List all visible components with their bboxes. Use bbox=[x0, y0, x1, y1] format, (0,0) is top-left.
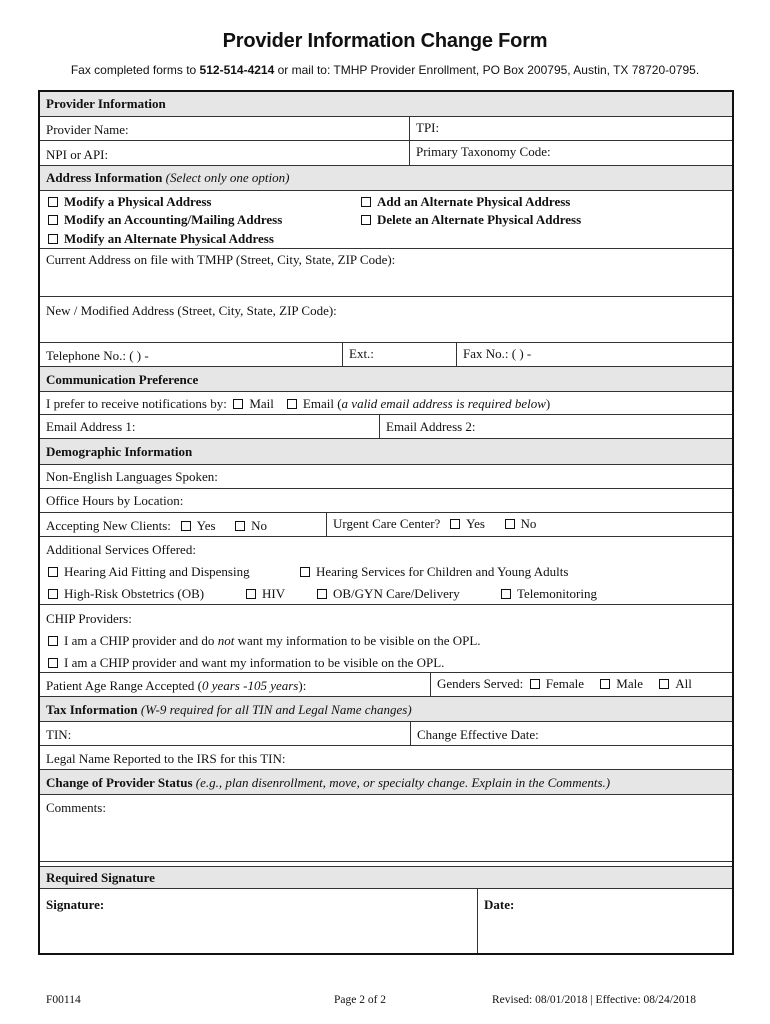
current-address-row bbox=[40, 249, 732, 297]
genders-label: Genders Served: bbox=[437, 676, 524, 691]
chip-visible-option[interactable] bbox=[48, 655, 444, 671]
comments-row bbox=[40, 795, 732, 862]
yes-label: Yes bbox=[196, 518, 216, 533]
provider-name-field[interactable]: Provider Name: bbox=[46, 122, 129, 137]
section-status bbox=[40, 770, 732, 795]
form-id: F00114 bbox=[46, 994, 81, 1006]
address-options bbox=[40, 191, 732, 249]
service-hearing-aid[interactable] bbox=[48, 564, 250, 580]
date-field[interactable]: Date: bbox=[477, 889, 732, 953]
current-address-field[interactable]: Current Address on file with TMHP (Street, City, State, ZIP Code): bbox=[46, 252, 396, 267]
legal-name-row bbox=[40, 746, 732, 770]
service-hiv[interactable] bbox=[246, 586, 285, 602]
services-label: Additional Services Offered: bbox=[46, 542, 196, 557]
urgent-yes-checkbox[interactable] bbox=[450, 519, 460, 529]
checkbox[interactable] bbox=[48, 658, 58, 668]
urgent-no-checkbox[interactable] bbox=[505, 519, 515, 529]
male-checkbox[interactable] bbox=[600, 679, 610, 689]
option-delete-alternate[interactable] bbox=[361, 212, 581, 228]
section-demographic bbox=[40, 439, 732, 465]
npi-field[interactable]: NPI or API: bbox=[46, 147, 109, 162]
no-label: No bbox=[251, 518, 267, 533]
section-header bbox=[40, 770, 610, 794]
legal-name-field[interactable]: Legal Name Reported to the IRS for this TIN: bbox=[46, 751, 286, 766]
age-note: 0 years -105 years bbox=[201, 678, 299, 693]
age-label: Patient Age Range Accepted ( bbox=[46, 678, 202, 693]
email-checkbox[interactable] bbox=[287, 399, 297, 409]
age-close: ): bbox=[298, 678, 307, 693]
service-telemonitoring[interactable] bbox=[501, 586, 597, 602]
service-label: HIV bbox=[262, 586, 286, 601]
section-signature bbox=[40, 867, 732, 889]
chip-label: CHIP Providers: bbox=[46, 611, 132, 626]
checkbox[interactable] bbox=[246, 589, 256, 599]
status-header-note: (e.g., plan disenrollment, move, or specialty change. Explain in the Comments.) bbox=[195, 775, 611, 790]
age-range-field[interactable] bbox=[40, 673, 430, 696]
chip-yes-label: I am a CHIP provider and want my information to be visible on the OPL. bbox=[64, 655, 445, 670]
phone-row bbox=[40, 343, 732, 367]
service-label: OB/GYN Care/Delivery bbox=[333, 586, 460, 601]
address-header-text: Address Information bbox=[46, 170, 163, 185]
option-label: Delete an Alternate Physical Address bbox=[377, 212, 582, 227]
checkbox[interactable] bbox=[317, 589, 327, 599]
signature-field[interactable]: Signature: bbox=[46, 897, 105, 912]
section-communication bbox=[40, 367, 732, 392]
chip-not: not bbox=[217, 633, 235, 648]
email-row bbox=[40, 415, 732, 439]
female-checkbox[interactable] bbox=[530, 679, 540, 689]
section-header: Communication Preference bbox=[46, 372, 199, 387]
service-label: High-Risk Obstetrics (OB) bbox=[64, 586, 205, 601]
checkbox[interactable] bbox=[48, 589, 58, 599]
telephone-field[interactable]: Telephone No.: ( ) - bbox=[46, 348, 149, 363]
option-label: Modify an Accounting/Mailing Address bbox=[64, 212, 283, 227]
female-label: Female bbox=[545, 676, 585, 691]
section-provider-info bbox=[40, 92, 732, 117]
provider-name-row bbox=[40, 117, 732, 141]
email-note: a valid email address is required below bbox=[341, 396, 546, 411]
form-subtitle bbox=[0, 63, 770, 77]
tax-header-note: (W-9 required for all TIN and Legal Name changes) bbox=[140, 702, 412, 717]
section-address bbox=[40, 166, 732, 191]
section-header bbox=[40, 697, 412, 721]
revision-date: Revised: 08/01/2018 | Effective: 08/24/2018 bbox=[492, 994, 696, 1006]
checkbox[interactable] bbox=[501, 589, 511, 599]
email-close: ) bbox=[545, 396, 551, 411]
npi-row bbox=[40, 141, 732, 166]
page-number: Page 2 of 2 bbox=[334, 994, 387, 1006]
checkbox[interactable] bbox=[48, 197, 58, 207]
accepting-label: Accepting New Clients: bbox=[46, 518, 171, 533]
checkbox[interactable] bbox=[300, 567, 310, 577]
form-title: Provider Information Change Form bbox=[222, 30, 548, 52]
service-high-risk-ob[interactable] bbox=[48, 586, 204, 602]
service-hearing-children[interactable] bbox=[300, 564, 568, 580]
service-obgyn[interactable] bbox=[317, 586, 460, 602]
option-modify-physical[interactable] bbox=[48, 194, 211, 210]
languages-field[interactable]: Non-English Languages Spoken: bbox=[46, 469, 218, 484]
effective-date-field[interactable]: Change Effective Date: bbox=[410, 722, 732, 745]
fax-number: 512-514-4214 bbox=[199, 63, 275, 77]
checkbox[interactable] bbox=[48, 234, 58, 244]
comments-field[interactable]: Comments: bbox=[46, 800, 106, 815]
tpi-field[interactable]: TPI: bbox=[409, 117, 732, 140]
prefer-label: I prefer to receive notifications by: bbox=[46, 396, 227, 411]
tax-header-text: Tax Information bbox=[46, 702, 138, 717]
all-label: All bbox=[675, 676, 692, 691]
checkbox[interactable] bbox=[48, 567, 58, 577]
section-header: Required Signature bbox=[46, 870, 155, 885]
checkbox[interactable] bbox=[48, 636, 58, 646]
section-header: Demographic Information bbox=[46, 444, 193, 459]
checkbox[interactable] bbox=[361, 197, 371, 207]
services-row bbox=[40, 537, 732, 605]
chip-no-pre: I am a CHIP provider and do bbox=[64, 633, 218, 648]
address-header-note: (Select only one option) bbox=[165, 170, 290, 185]
option-label: Modify a Physical Address bbox=[64, 194, 212, 209]
new-address-field[interactable]: New / Modified Address (Street, City, State, ZIP Code): bbox=[46, 303, 337, 318]
checkbox[interactable] bbox=[48, 215, 58, 225]
male-label: Male bbox=[616, 676, 644, 691]
urgent-care bbox=[326, 513, 732, 536]
all-checkbox[interactable] bbox=[659, 679, 669, 689]
genders-served bbox=[430, 673, 732, 696]
option-label: Add an Alternate Physical Address bbox=[377, 194, 571, 209]
age-gender-row bbox=[40, 673, 732, 697]
notification-preference bbox=[40, 392, 550, 414]
fax-field[interactable]: Fax No.: ( ) - bbox=[456, 343, 732, 366]
accepting-no-checkbox[interactable] bbox=[235, 521, 245, 531]
chip-row bbox=[40, 605, 732, 673]
languages-row bbox=[40, 465, 732, 489]
section-tax bbox=[40, 697, 732, 722]
chip-no-post: want my information to be visible on the OPL. bbox=[234, 633, 481, 648]
ext-field[interactable]: Ext.: bbox=[342, 343, 456, 366]
tin-field[interactable]: TIN: bbox=[46, 727, 72, 742]
service-label: Telemonitoring bbox=[517, 586, 597, 601]
accepting-yes-checkbox[interactable] bbox=[181, 521, 191, 531]
tin-row bbox=[40, 722, 732, 746]
option-add-alternate[interactable] bbox=[361, 194, 570, 210]
section-header bbox=[40, 166, 290, 190]
new-address-row bbox=[40, 297, 732, 343]
signature-row bbox=[40, 889, 732, 953]
email1-field[interactable]: Email Address 1: bbox=[46, 419, 136, 434]
service-label: Hearing Services for Children and Young Adults bbox=[316, 564, 569, 579]
office-hours-row bbox=[40, 489, 732, 513]
mail-checkbox[interactable] bbox=[233, 399, 243, 409]
subtitle-address: or mail to: TMHP Provider Enrollment, PO Box 200795, Austin, TX 78720-0795. bbox=[274, 63, 700, 77]
service-label: Hearing Aid Fitting and Dispensing bbox=[64, 564, 250, 579]
status-header-text: Change of Provider Status bbox=[46, 775, 193, 790]
accepting-clients bbox=[40, 513, 326, 536]
urgent-label: Urgent Care Center? bbox=[333, 516, 441, 531]
option-modify-alternate[interactable] bbox=[48, 231, 274, 247]
email2-field[interactable]: Email Address 2: bbox=[379, 415, 732, 438]
form-body bbox=[38, 90, 734, 955]
email-label: Email ( bbox=[302, 396, 342, 411]
option-modify-accounting[interactable] bbox=[48, 212, 282, 228]
subtitle-text: Fax completed forms to bbox=[70, 63, 200, 77]
taxonomy-field[interactable]: Primary Taxonomy Code: bbox=[409, 141, 732, 165]
option-label: Modify an Alternate Physical Address bbox=[64, 231, 274, 246]
mail-label: Mail bbox=[249, 396, 274, 411]
yes-label: Yes bbox=[466, 516, 485, 531]
office-hours-field[interactable]: Office Hours by Location: bbox=[46, 493, 184, 508]
no-label: No bbox=[520, 516, 537, 531]
checkbox[interactable] bbox=[361, 215, 371, 225]
chip-not-visible-option[interactable] bbox=[48, 633, 481, 649]
notification-row bbox=[40, 392, 732, 415]
section-header: Provider Information bbox=[46, 96, 166, 111]
accepting-row bbox=[40, 513, 732, 537]
